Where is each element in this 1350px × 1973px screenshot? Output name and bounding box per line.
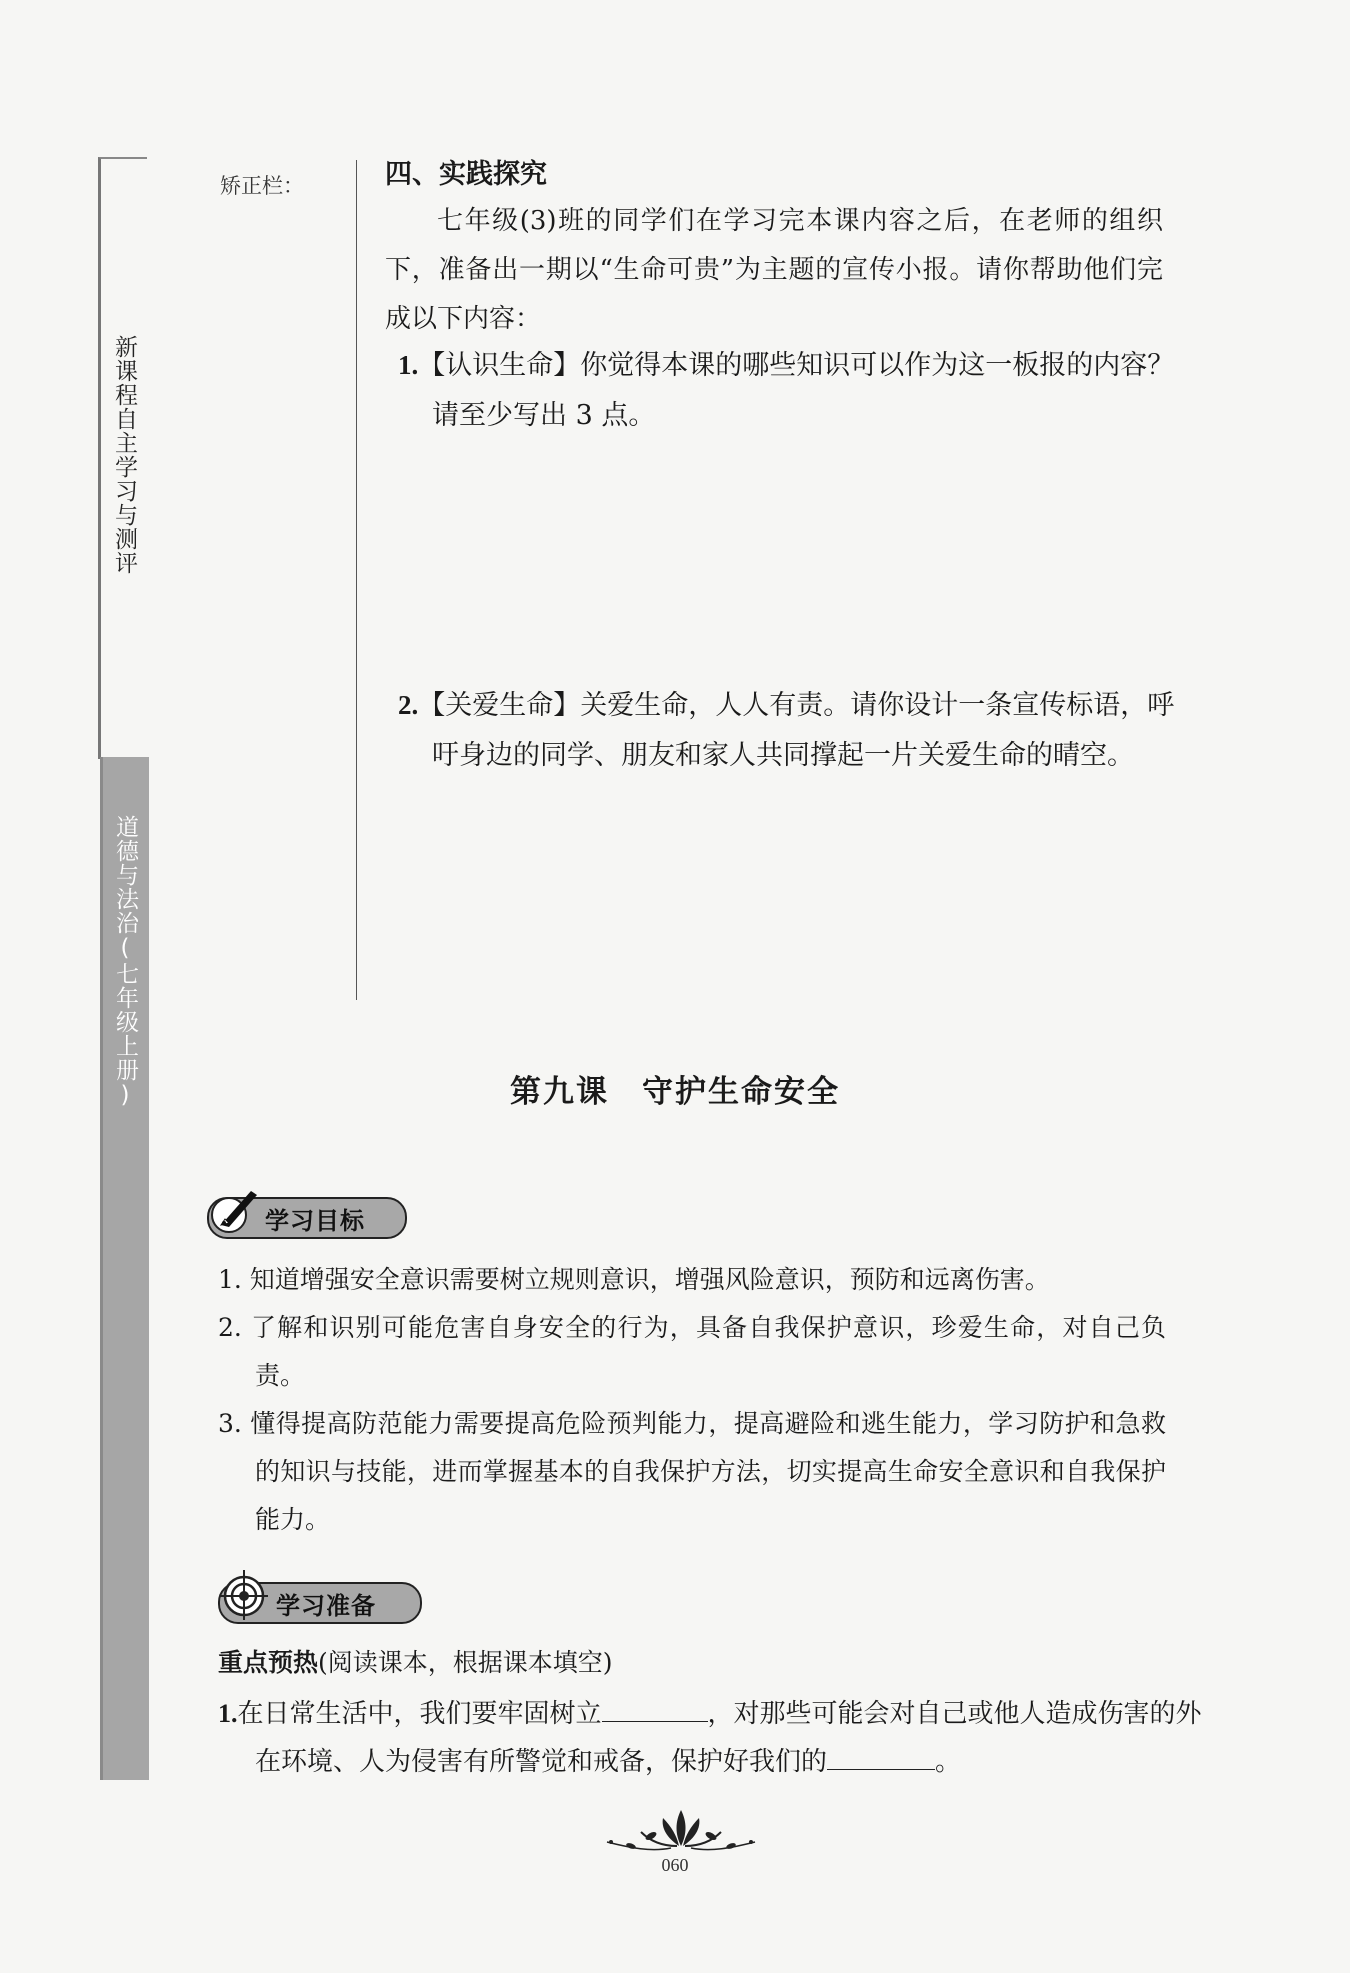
item-number: 1. [218,1699,238,1728]
floral-ornament-icon [601,1802,761,1862]
sidebar-book-title: 新课程自主学习与测评 [111,335,137,575]
prep-heading-note: (阅读课本，根据课本填空) [318,1648,613,1677]
question-2 [398,680,1198,781]
question-1 [398,340,1198,441]
fill-text-part: 在日常生活中，我们要牢固树立 [237,1699,602,1729]
target-icon [224,1580,270,1626]
learning-goals-list [218,1256,1166,1544]
goal-item: 3. 懂得提高防范能力需要提高危险预判能力，提高避险和逃生能力，学习防护和急救的知识与技能，进而掌握基本的自我保护方法，切实提高生命安全意识和自我保护能力。 [218,1409,1166,1534]
badge-label: 学习目标 [265,1206,365,1235]
learning-prep-badge [218,1582,422,1624]
pen-icon [213,1195,259,1241]
section-intro: 七年级(3)班的同学们在学习完本课内容之后，在老师的组织下，准备出一期以“生命可贵”为主题的宣传小报。请你帮助他们完成以下内容： [385,206,1163,334]
goal-item: 2. 了解和识别可能危害自身安全的行为，具备自我保护意识，珍爱生命，对自己负责。 [218,1313,1166,1390]
answer-blank[interactable] [602,1695,708,1722]
question-text: 【关爱生命】关爱生命，人人有责。请你设计一条宣传标语，呼吁身边的同学、朋友和家人共同撑起一片关爱生命的晴空。 [418,690,1175,771]
goal-item: 1. 知道增强安全意识需要树立规则意识，增强风险意识，预防和远离伤害。 [218,1265,1050,1294]
page-number: 060 [661,1855,689,1875]
section-title: 四、实践探究 [385,159,547,190]
prep-heading-bold: 重点预热 [218,1648,319,1677]
question-text: 【认识生命】你觉得本课的哪些知识可以作为这一板报的内容？请至少写出 3 点。 [418,350,1175,431]
fill-text-part: ，对那些可能会对自己或他人造成伤害的外在环境、人为侵害有所警觉和戒备，保护好我们的 [255,1699,1202,1777]
sidebar-subject-title: 道德与法治(七年级上册) [112,815,138,1109]
fill-in-item-1 [218,1690,1203,1786]
badge-label: 学习准备 [276,1591,376,1620]
correction-column-divider [356,160,357,1000]
question-number: 1. [398,350,419,380]
prep-heading [218,1643,613,1679]
lesson-title: 第九课 守护生命安全 [510,1074,840,1110]
question-number: 2. [398,690,419,720]
fill-text-part: 。 [935,1747,962,1777]
learning-goals-badge [207,1197,407,1239]
answer-blank[interactable] [827,1743,935,1770]
correction-column-label: 矫正栏： [220,174,304,198]
